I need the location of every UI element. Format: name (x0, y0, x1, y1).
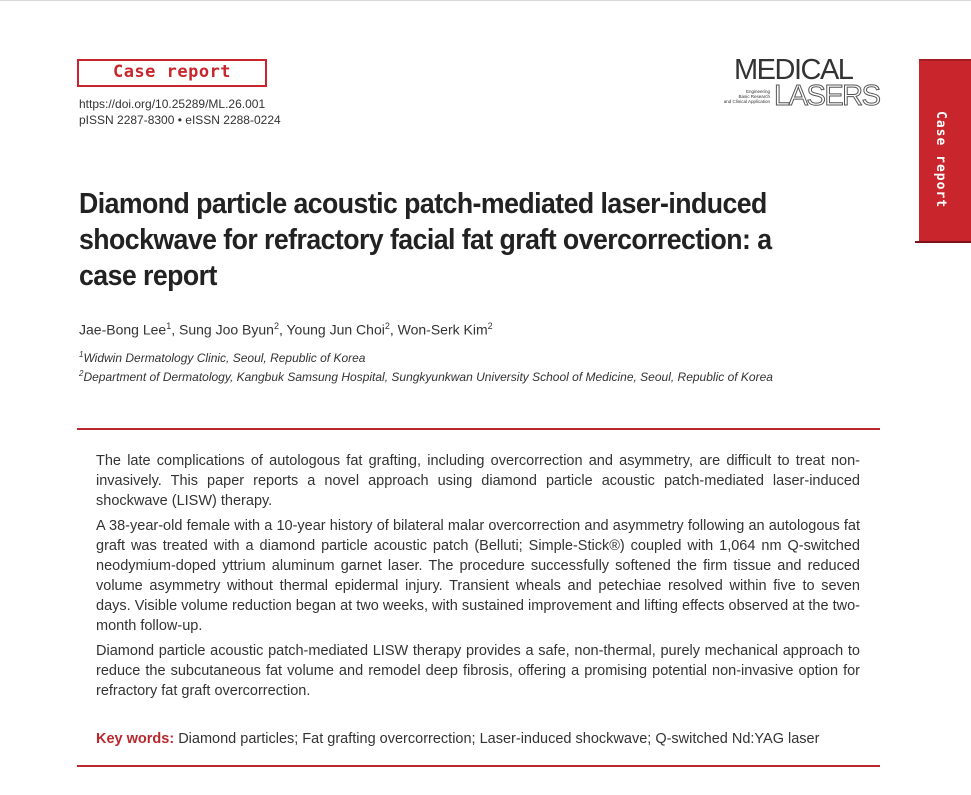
author-name: Sung Joo Byun (178, 321, 274, 338)
author-affiliation-mark: 1 (166, 321, 172, 331)
author-name: Won-Serk Kim (397, 321, 488, 338)
abstract-paragraph-conclusion: Diamond particle acoustic patch-mediated LISW therapy provides a safe, non-thermal, purely mechanical approach to reduce the subcutaneous fat volume and remodel deep fibrosis, offering a promising potential non-invasive option for refractory fat graft overcorrection. (96, 643, 860, 699)
logo-medical: MEDICAL (734, 54, 853, 86)
affiliation-1: $^1$Widwin Dermatology Clinic, Seoul, Republic of Korea (79, 350, 366, 365)
abstract-bottom-divider (77, 765, 880, 767)
side-tab-label: Case report (933, 111, 948, 209)
issn-text: pISSN 2287-8300 • eISSN 2288-0224 (79, 113, 281, 127)
keywords (96, 731, 876, 747)
affiliation-2: $^2$Department of Dermatology, Kangbuk Samsung Hospital, Sungkyunkwan University School of Medicine, Seoul, Republic of Korea (79, 369, 773, 384)
abstract-paragraph-background: The late complications of autologous fat grafting, including overcorrection and asymmetry, are difficult to treat non-invasively. This paper reports a novel approach using diamond particle acoustic patch-mediated laser-induced shockwave (LISW) therapy. (96, 453, 860, 509)
doi-link[interactable]: https://doi.org/10.25289/ML.26.001 (79, 97, 266, 111)
abstract (96, 451, 860, 706)
logo-subtitle (722, 89, 770, 104)
logo-sub-3: and Clinical Application (723, 99, 770, 104)
abstract-top-divider (77, 428, 880, 430)
keywords-text: Diamond particles; Fat grafting overcorrection; Laser-induced shockwave; Q-switched Nd:YAG laser (178, 731, 820, 747)
article-title: Diamond particle acoustic patch-mediated laser-induced shockwave for refractory facial fat graft overcorrection: a case report (79, 188, 772, 292)
author-name: Jae-Bong Lee (79, 321, 167, 338)
keywords-label: Key words: (96, 731, 175, 747)
logo-lasers: LASERS (774, 80, 880, 112)
author-list: Jae-Bong Lee$^1$, Sung Joo Byun$^2$, Young Jun Choi$^2$, Won-Serk Kim$^2$ (79, 321, 493, 338)
journal-logo (722, 54, 882, 116)
side-tab (919, 59, 971, 241)
top-divider (0, 0, 971, 1)
author-affiliation-mark: 2 (273, 321, 279, 331)
abstract-paragraph-case: A 38-year-old female with a 10-year history of bilateral malar overcorrection and asymmetry following an autologous fat graft was treated with a diamond particle acoustic patch (Belluti; Simple-Stick®) coupled with 1,064 nm Q-switched neodymium-doped yttrium aluminum garnet laser. The procedure successfully softened the firm tissue and reduced volume asymmetry without thermal epidermal injury. Transient wheals and petechiae resolved within five to seven days. Visible volume reduction began at two weeks, with sustained improvement and lifting effects observed at the two-month follow-up. (96, 518, 860, 634)
logo-sub-1: Engineering (745, 89, 770, 94)
author-affiliation-mark: 2 (384, 321, 390, 331)
logo-sub-2: Basic Research (738, 94, 770, 99)
article-type-label: Case report (112, 62, 232, 82)
author-name: Young Jun Choi (286, 321, 385, 338)
author-affiliation-mark: 2 (487, 321, 493, 331)
article-type-box (77, 59, 267, 87)
